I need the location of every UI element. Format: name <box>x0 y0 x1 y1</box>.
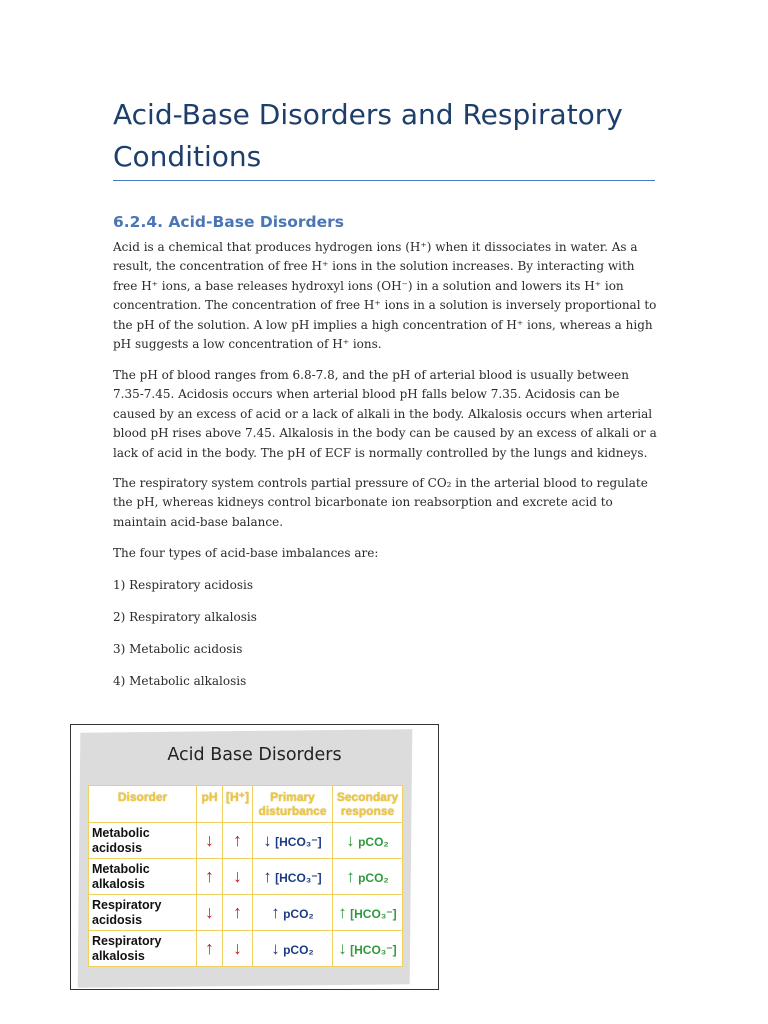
h-arrow: ↓ <box>223 931 253 967</box>
primary-arrow: ↓ <box>263 830 272 850</box>
table-header-row <box>89 786 403 823</box>
secondary-arrow: ↑ <box>346 866 355 886</box>
primary-value: [HCO₃⁻] <box>275 834 322 849</box>
primary-disturbance-cell <box>253 823 333 859</box>
secondary-arrow: ↓ <box>338 938 347 958</box>
paragraph: The four types of acid-base imbalances are: <box>113 546 379 560</box>
secondary-value: [HCO₃⁻] <box>350 906 397 921</box>
ph-arrow: ↑ <box>197 931 223 967</box>
secondary-response-cell <box>333 895 403 931</box>
h-arrow: ↑ <box>223 823 253 859</box>
ph-arrow: ↑ <box>197 859 223 895</box>
header-secondary: Secondary response <box>333 786 403 823</box>
list-item: 1) Respiratory acidosis <box>113 578 253 592</box>
disorder-cell: Metabolic alkalosis <box>89 859 197 895</box>
primary-value: pCO₂ <box>283 906 314 921</box>
header-h: [H⁺] <box>223 786 253 823</box>
table-row <box>89 931 403 967</box>
header-disorder: Disorder <box>89 786 197 823</box>
secondary-arrow: ↓ <box>346 830 355 850</box>
paragraph: The pH of blood ranges from 6.8-7.8, and the pH of arterial blood is usually between 7.35-7.45. Acidosis occurs when arterial blood pH falls below 7.35. Acidosis can be caused by an excess of acid or a lack of alkali in the body. Alkalosis occurs when arterial blood pH rises above 7.45. Alkalosis in the body can be caused by an excess of alkali or a lack of acid in the body. The pH of ECF is normally controlled by the lungs and kidneys. <box>113 368 657 460</box>
disorder-cell: Metabolic acidosis <box>89 823 197 859</box>
disorder-cell: Respiratory acidosis <box>89 895 197 931</box>
primary-value: [HCO₃⁻] <box>275 870 322 885</box>
page-title: Acid-Base Disorders and Respiratory Conditions <box>113 98 623 173</box>
acid-base-figure <box>70 724 439 990</box>
secondary-response-cell <box>333 823 403 859</box>
table-row <box>89 895 403 931</box>
disorder-cell: Respiratory alkalosis <box>89 931 197 967</box>
header-primary: Primary disturbance <box>253 786 333 823</box>
acid-base-table <box>88 785 403 967</box>
ph-arrow: ↓ <box>197 823 223 859</box>
section-heading: 6.2.4. Acid-Base Disorders <box>113 213 345 231</box>
list-item: 3) Metabolic acidosis <box>113 642 243 656</box>
h-arrow: ↓ <box>223 859 253 895</box>
paragraph: The respiratory system controls partial pressure of CO₂ in the arterial blood to regulate the pH, whereas kidneys control bicarbonate ion reabsorption and excrete acid to maintain acid-base balance. <box>113 476 648 529</box>
list-item: 2) Respiratory alkalosis <box>113 610 257 624</box>
primary-disturbance-cell <box>253 859 333 895</box>
primary-value: pCO₂ <box>283 942 314 957</box>
secondary-response-cell <box>333 859 403 895</box>
secondary-value: pCO₂ <box>358 834 389 849</box>
ph-arrow: ↓ <box>197 895 223 931</box>
primary-arrow: ↑ <box>263 866 272 886</box>
title-divider <box>113 180 655 181</box>
secondary-arrow: ↑ <box>338 902 347 922</box>
table-row <box>89 823 403 859</box>
secondary-value: [HCO₃⁻] <box>350 942 397 957</box>
header-ph: pH <box>197 786 223 823</box>
h-arrow: ↑ <box>223 895 253 931</box>
secondary-value: pCO₂ <box>358 870 389 885</box>
figure-title: Acid Base Disorders <box>167 745 342 765</box>
paragraph: Acid is a chemical that produces hydrogen ions (H⁺) when it dissociates in water. As a result, the concentration of free H⁺ ions in the solution increases. By interacting with free H⁺ ions, a base releases hydroxyl ions (OH⁻) in a solution and lowers its H⁺ ion concentration. The concentration of free H⁺ ions in a solution is inversely proportional to the pH of the solution. A low pH implies a high concentration of H⁺ ions, whereas a high pH suggests a low concentration of H⁺ ions. <box>113 240 657 352</box>
table-row <box>89 859 403 895</box>
primary-disturbance-cell <box>253 895 333 931</box>
primary-disturbance-cell <box>253 931 333 967</box>
primary-arrow: ↓ <box>271 938 280 958</box>
secondary-response-cell <box>333 931 403 967</box>
list-item: 4) Metabolic alkalosis <box>113 674 247 688</box>
primary-arrow: ↑ <box>271 902 280 922</box>
